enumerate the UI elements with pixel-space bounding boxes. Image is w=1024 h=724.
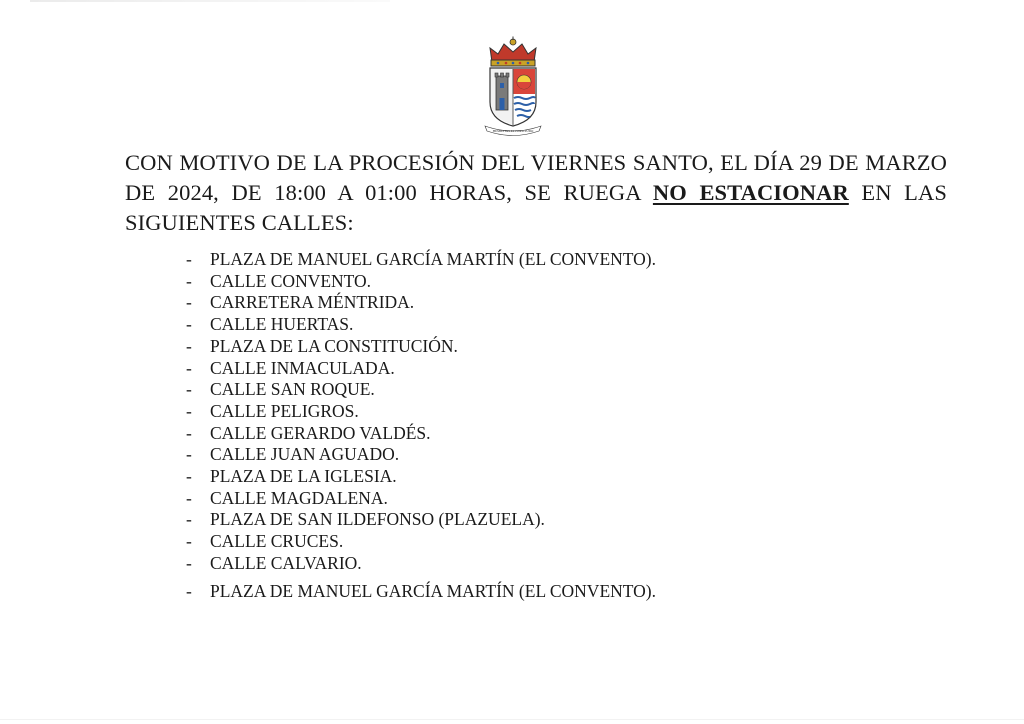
street-name: CALLE GERARDO VALDÉS. bbox=[210, 422, 431, 443]
street-name: CALLE JUAN AGUADO. bbox=[210, 444, 400, 465]
list-dash: - bbox=[186, 379, 192, 400]
street-item bbox=[186, 379, 656, 401]
street-name: CALLE CALVARIO. bbox=[210, 552, 362, 573]
street-name: CARRETERA MÉNTRIDA. bbox=[210, 292, 415, 313]
list-dash: - bbox=[186, 270, 192, 291]
street-item bbox=[186, 358, 656, 380]
motto-text: HUMILITAS ET FORTITUDO bbox=[492, 129, 534, 133]
street-name: PLAZA DE MANUEL GARCÍA MARTÍN (EL CONVENTO). bbox=[210, 249, 656, 269]
street-item bbox=[186, 466, 656, 488]
list-dash: - bbox=[186, 466, 192, 487]
crown-icon bbox=[490, 37, 536, 67]
list-dash: - bbox=[186, 444, 192, 465]
street-item bbox=[186, 488, 656, 510]
list-dash: - bbox=[186, 552, 192, 573]
list-dash: - bbox=[186, 292, 192, 313]
street-item bbox=[186, 553, 656, 575]
street-name: PLAZA DE LA CONSTITUCIÓN. bbox=[210, 335, 458, 356]
street-name: PLAZA DE LA IGLESIA. bbox=[210, 466, 397, 487]
shield-icon bbox=[490, 68, 536, 126]
street-name: CALLE CONVENTO. bbox=[210, 270, 372, 291]
list-dash: - bbox=[186, 249, 192, 269]
street-name: CALLE CRUCES. bbox=[210, 531, 344, 552]
street-item bbox=[186, 444, 656, 466]
list-dash: - bbox=[186, 487, 192, 508]
list-dash: - bbox=[186, 509, 192, 530]
street-item bbox=[186, 314, 656, 336]
list-dash: - bbox=[186, 400, 192, 421]
no-parking-emphasis: NO ESTACIONAR bbox=[652, 180, 849, 205]
street-name: CALLE HUERTAS. bbox=[210, 314, 354, 335]
list-dash: - bbox=[186, 357, 192, 378]
street-name: CALLE MAGDALENA. bbox=[210, 487, 388, 508]
notice-paragraph bbox=[125, 148, 947, 238]
street-name: CALLE INMACULADA. bbox=[210, 357, 395, 378]
street-item bbox=[186, 509, 656, 531]
list-dash: - bbox=[186, 335, 192, 356]
street-item bbox=[186, 336, 656, 358]
scan-mark bbox=[30, 0, 390, 2]
street-item bbox=[186, 531, 656, 553]
street-item bbox=[186, 292, 656, 314]
street-item bbox=[186, 581, 656, 603]
street-name: CALLE SAN ROQUE. bbox=[210, 379, 375, 400]
notice-text: CON MOTIVO DE LA PROCESIÓN DEL VIERNES SANTO, EL DÍA 29 DE MARZO DE 2024, DE 18:00 A 01:00 HORAS, SE RUEGA bbox=[125, 150, 947, 205]
street-item bbox=[186, 249, 656, 271]
list-dash: - bbox=[186, 314, 192, 335]
street-item bbox=[186, 271, 656, 293]
street-list bbox=[186, 249, 656, 602]
street-name: PLAZA DE MANUEL GARCÍA MARTÍN (EL CONVENTO). bbox=[210, 580, 656, 601]
motto-ribbon bbox=[485, 126, 541, 136]
street-name: PLAZA DE SAN ILDEFONSO (PLAZUELA). bbox=[210, 509, 545, 530]
street-name: CALLE PELIGROS. bbox=[210, 400, 359, 421]
list-dash: - bbox=[186, 531, 192, 552]
list-dash: - bbox=[186, 580, 192, 601]
scan-mark bbox=[0, 719, 1024, 720]
notice-text-end: EN LAS SIGUIENTES CALLES: bbox=[125, 180, 947, 235]
coat-of-arms-icon bbox=[484, 36, 542, 136]
list-dash: - bbox=[186, 422, 192, 443]
street-item bbox=[186, 401, 656, 423]
street-item bbox=[186, 423, 656, 445]
